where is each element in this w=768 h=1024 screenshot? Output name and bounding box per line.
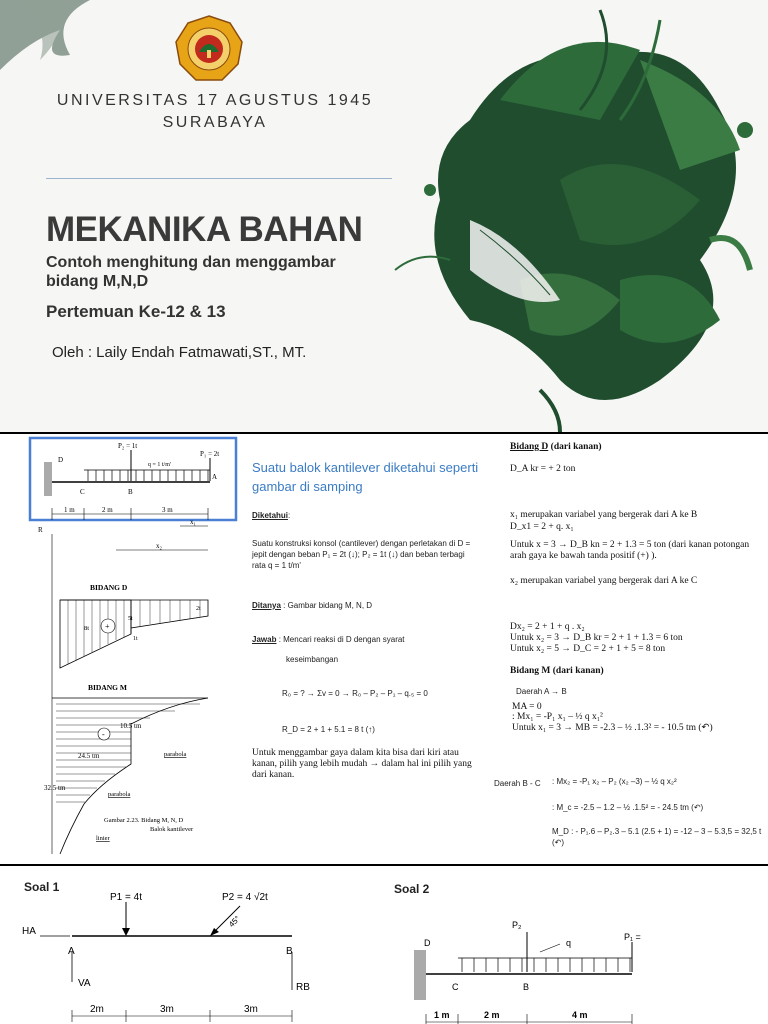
answer-text-2: keseimbangan xyxy=(286,655,339,664)
university-name xyxy=(30,90,400,134)
reaction-rd: R xyxy=(38,526,43,534)
s2-dimension-lines xyxy=(426,1014,632,1024)
shear-8t: 8t xyxy=(84,625,90,632)
s1-p1: P1 = 4t xyxy=(110,892,142,903)
point-c: C xyxy=(80,488,85,496)
point-a: A xyxy=(212,473,218,481)
shear-section-title xyxy=(510,442,602,453)
p2-label: P₂ = 1t xyxy=(118,442,138,450)
shear-title-suffix: (dari kanan) xyxy=(548,442,602,452)
moment-105: 10.5 tm xyxy=(120,722,142,730)
course-subtitle: Contoh menghitung dan menggambar bidang M,N,D xyxy=(46,254,336,290)
s1-b: B xyxy=(286,946,293,957)
s1-dim1: 2m xyxy=(90,1004,104,1015)
given-label-text: Diketahui xyxy=(252,511,289,520)
shear-2t: 2t xyxy=(196,606,201,612)
p1-label: P₁ = 2t xyxy=(200,450,220,458)
asked-text: : Gambar bidang M, N, D xyxy=(280,601,373,610)
shear-dc: Untuk x₂ = 5 → D_C = 2 + 1 + 5 = 8 ton xyxy=(510,644,666,654)
answer-row xyxy=(252,634,405,645)
shear-diagram-outline xyxy=(60,600,208,634)
reaction-equation: R₀ = ? → Σv = 0 → R₀ – P₂ – P₁ – q.₅ = 0 xyxy=(282,689,428,698)
dim-x1: x₁ xyxy=(190,518,196,526)
shear-dx1: D_x1 = 2 + q. x₁ xyxy=(510,522,574,532)
s2-q-leader xyxy=(540,944,560,952)
moment-mx2: : Mx₂ = -P₁ x₂ – P₂ (x₂ –3) – ½ q x₂² xyxy=(552,777,677,786)
shear-da: D_A kr = + 2 ton xyxy=(510,464,576,474)
s1-va: VA xyxy=(78,978,91,989)
dim-2m: 2 m xyxy=(102,506,113,514)
answer-text: : Mencari reaksi di D dengan syarat xyxy=(276,635,405,644)
shear-dbkr: Untuk x₂ = 3 → D_B kr = 2 + 1 + 1.3 = 6 ton xyxy=(510,633,683,643)
moment-md: M_D : - P₁.6 – P₂.3 – 5.1 (2.5 + 1) = -12 – 3 – 5.3,5 = 32,5 t (↶) xyxy=(552,827,762,847)
title-slide xyxy=(0,0,768,432)
point-d: D xyxy=(58,456,64,464)
figure-caption-1: Gambar 2.23. Bidang M, N, D xyxy=(104,817,184,824)
dim-1m: 1 m xyxy=(64,506,75,514)
author-label: Oleh : Laily Endah Fatmawati,ST., MT. xyxy=(52,344,307,361)
s2-p2: P₂ xyxy=(512,920,522,930)
divider xyxy=(46,178,392,179)
s2-distributed-load xyxy=(458,958,632,972)
shear-dx2: Dx₂ = 2 + 1 + q . x₂ xyxy=(510,622,585,632)
q-label: q = 1 t/m' xyxy=(148,462,171,468)
university-line2: SURABAYA xyxy=(162,114,268,131)
x2-description: x₂ merupakan variabel yang bergerak dari A ke C xyxy=(510,576,698,586)
s2-dim3: 4 m xyxy=(572,1010,588,1020)
shear-title-text: Bidang D xyxy=(510,442,549,452)
shear-plus-sign: + xyxy=(105,622,110,631)
problem-heading: Suatu balok kantilever diketahui seperti gambar di samping xyxy=(252,460,479,494)
moment-325: 32.5 tm xyxy=(44,784,66,792)
point-b: B xyxy=(128,488,133,496)
s1-dim3: 3m xyxy=(244,1004,258,1015)
s2-q: q xyxy=(566,938,572,948)
s2-dim2: 2 m xyxy=(484,1010,500,1020)
s1-rb: RB xyxy=(296,982,310,993)
top-left-leaves xyxy=(0,0,90,70)
s1-angle: 45° xyxy=(227,914,242,930)
linear-label: linier xyxy=(96,835,110,842)
moment-mc: : M_c = -2.5 – 1.2 – ½ .1.5² = - 24.5 tm (↶) xyxy=(552,803,704,812)
dim-3m: 3 m xyxy=(162,506,173,514)
exercise-2-title: Soal 2 xyxy=(394,882,430,896)
fixed-support xyxy=(44,462,52,496)
meeting-label: Pertemuan Ke-12 & 13 xyxy=(46,302,226,321)
reaction-result: R_D = 2 + 1 + 5.1 = 8 t (↑) xyxy=(282,725,375,734)
parabola-label-2: parabola xyxy=(108,791,131,798)
worked-example-slide xyxy=(0,434,768,864)
s2-fixed-support xyxy=(414,950,426,1000)
s2-c: C xyxy=(452,982,459,992)
moment-ma: MA = 0 xyxy=(512,702,542,712)
region-bc: Daerah B - C xyxy=(494,779,541,788)
exercise-1-title: Soal 1 xyxy=(24,880,60,894)
university-logo xyxy=(174,14,244,89)
parabola-label-1: parabola xyxy=(164,751,187,758)
region-ab: Daerah A → B xyxy=(516,687,567,696)
beam-diagram xyxy=(0,434,240,864)
exercise-slide xyxy=(0,866,768,1024)
s1-dim2: 3m xyxy=(160,1004,174,1015)
s2-dim1: 1 m xyxy=(434,1010,450,1020)
given-text: Suatu konstruksi konsol (cantilever) dengan perletakan di D = jepit dengan beban P₁ = 2t (↓); P₂ = 1t (↓) dan beban terbagi rata q = 1 t/m' xyxy=(252,539,471,570)
shear-diagram-left xyxy=(60,600,131,668)
moment-mx1: : Mx₁ = -P₁ x₁ – ½ q x₁² xyxy=(512,712,603,722)
shear-diagram-label: BIDANG D xyxy=(90,583,128,592)
dim-x2: x₂ xyxy=(156,542,162,550)
moment-title-text: Bidang M xyxy=(510,666,551,676)
moment-section-title xyxy=(510,666,604,677)
shear-db: Untuk x = 3 → D_B kn = 2 + 1.3 = 5 ton (dari kanan potongan arah gaya ke bawah tanda positif (+) ). xyxy=(510,540,750,561)
course-title: MEKANIKA BAHAN xyxy=(46,210,363,249)
university-line1: UNIVERSITAS 17 AGUSTUS 1945 xyxy=(56,92,374,109)
figure-caption-2: Balok kantilever xyxy=(150,826,194,833)
distributed-load xyxy=(84,470,210,481)
moment-diagram-label: BIDANG M xyxy=(88,683,127,692)
asked-label: Ditanya xyxy=(252,601,281,610)
exercise-diagrams xyxy=(0,866,768,1024)
s1-p2: P2 = 4 √2t xyxy=(222,892,268,903)
x1-description: x₁ merupakan variabel yang bergerak dari A ke B xyxy=(510,510,698,520)
moment-mb: Untuk x₁ = 3 → MB = -2.3 – ½ .1.3² = - 10.5 tm (↶) xyxy=(512,723,713,733)
asked-row xyxy=(252,600,372,611)
shear-5t: 5t xyxy=(128,616,133,622)
moment-245: 24.5 tm xyxy=(78,752,100,760)
method-note: Untuk menggambar gaya dalam kita bisa dari kiri atau kanan, pilih yang lebih mudah → dalam hal ini pilih yang dari kanan. xyxy=(252,748,472,780)
moment-title-suffix: (dari kanan) xyxy=(550,666,604,676)
s2-p1: P₁ = xyxy=(624,932,641,942)
s2-d: D xyxy=(424,938,431,948)
answer-label: Jawab xyxy=(252,635,277,644)
s1-a: A xyxy=(68,946,75,957)
s1-ha: HA xyxy=(22,926,36,937)
shear-1t: 1t xyxy=(133,636,138,642)
leaf-cluster xyxy=(395,10,753,432)
given-label: Diketahui: xyxy=(252,511,291,520)
moment-minus-sign: - xyxy=(102,730,105,739)
s2-b: B xyxy=(523,982,530,992)
